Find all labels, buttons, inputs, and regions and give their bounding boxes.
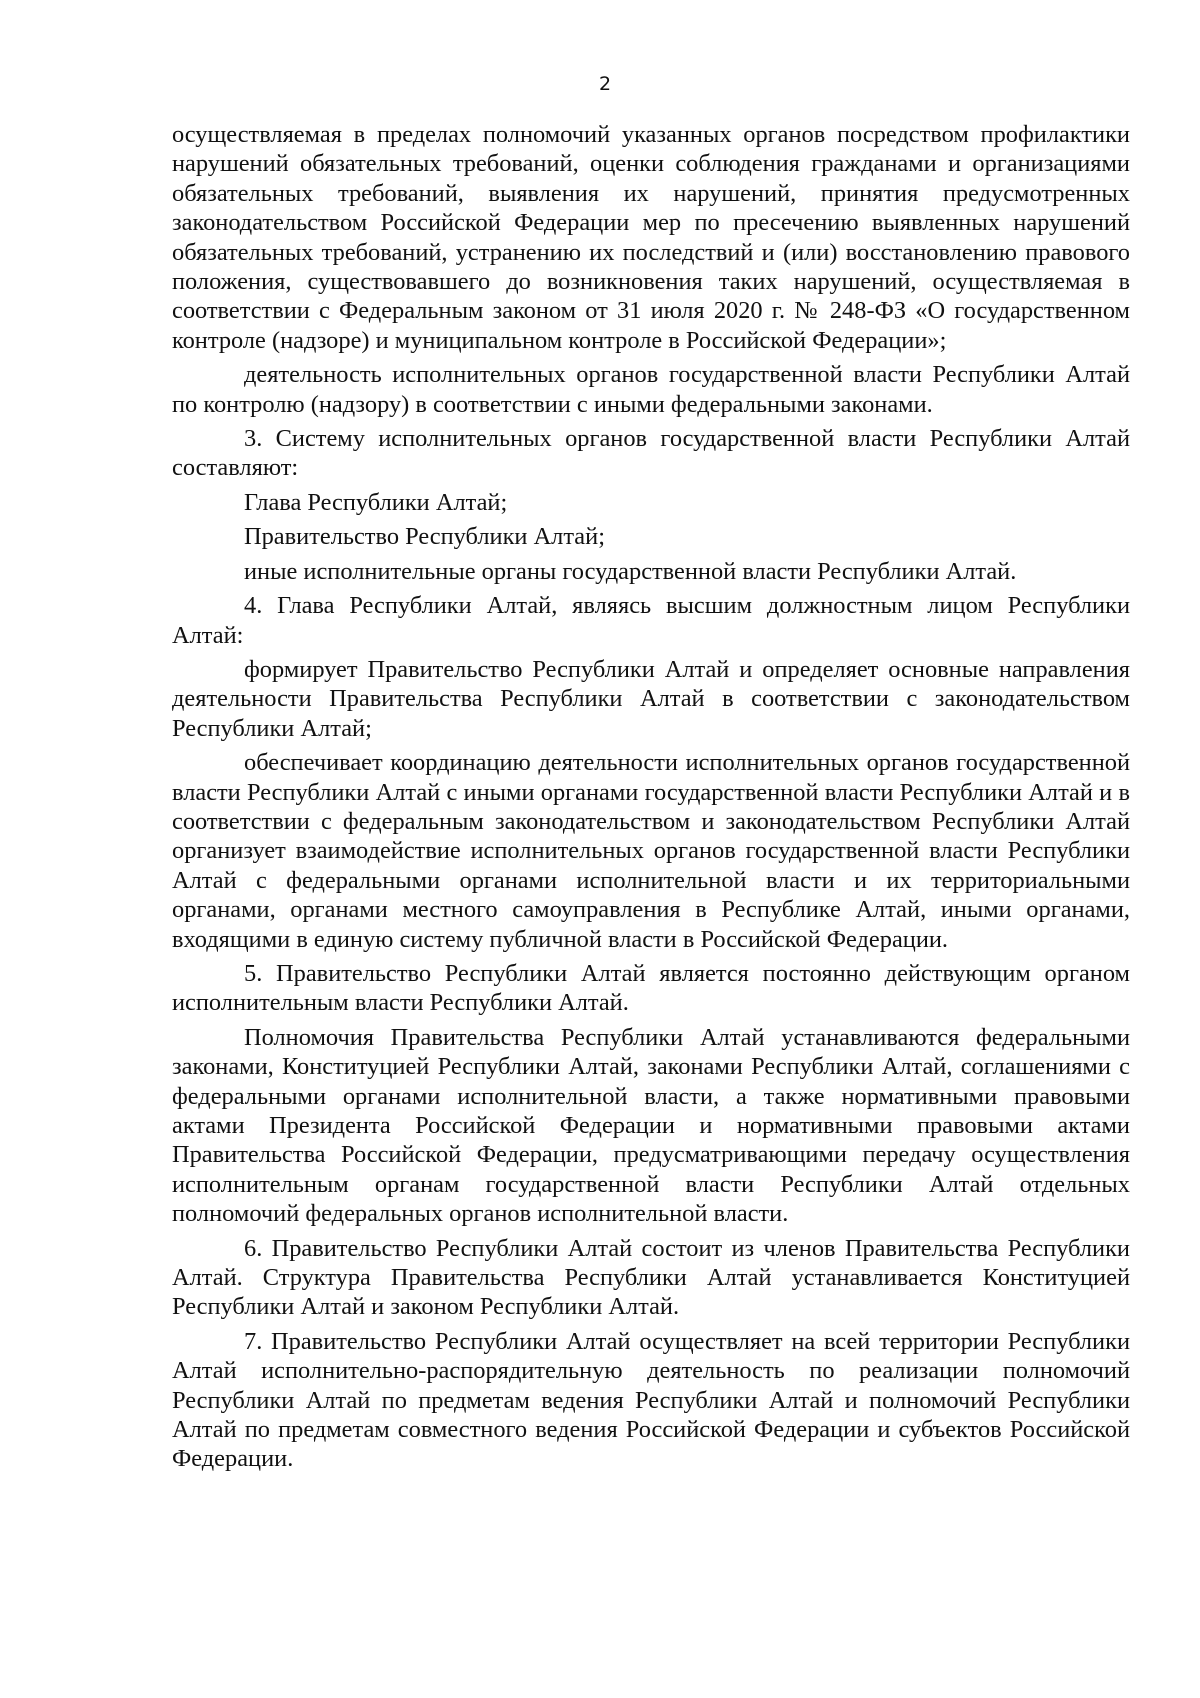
paragraph: формирует Правительство Республики Алтай и определяет основные направления деятельности Правительства Республики Алтай в соответствии с законодательством Республики Алтай; <box>172 655 1130 742</box>
paragraph: деятельность исполнительных органов государственной власти Республики Алтай по контролю (надзору) в соответствии с иными федеральными законами. <box>172 361 1130 418</box>
paragraph-item-3: 3. Систему исполнительных органов государственной власти Республики Алтай составляют: <box>172 425 1130 482</box>
paragraph: обеспечивает координацию деятельности исполнительных органов государственной власти Республики Алтай с иными органами государственной власти Республики Алтай и в соответствии с федеральным законодательством и законодательством Республики Алтай организует взаимодействие исполнительных органов государственной власти Республики Алтай с федеральными органами исполнительной власти и их территориальными органами, органами местного самоуправления в Республике Алтай, иными органами, входящими в единую систему публичной власти в Российской Федерации. <box>172 749 1130 953</box>
paragraph-continued: осуществляемая в пределах полномочий указанных органов посредством профилактики нарушений обязательных требований, оценки соблюдения гражданами и организациями обязательных требований, выявления их нарушений, принятия предусмотренных законодательством Российской Федерации мер по пресечению выявленных нарушений обязательных требований, устранению их последствий и (или) восстановлению правового положения, существовавшего до возникновения таких нарушений, осуществляемая в соответствии с Федеральным законом от 31 июля 2020 г. № 248-ФЗ «О государственном контроле (надзоре) и муниципальном контроле в Российской Федерации»; <box>172 121 1130 354</box>
paragraph: Полномочия Правительства Республики Алтай устанавливаются федеральными законами, Конституцией Республики Алтай, законами Республики Алтай, соглашениями с федеральными органами исполнительной власти, а также нормативными правовыми актами Президента Российской Федерации и нормативными правовыми актами Правительства Российской Федерации, предусматривающими передачу осуществления исполнительным органам государственной власти Республики Алтай отдельных полномочий федеральных органов исполнительной власти. <box>172 1023 1130 1228</box>
page-number: 2 <box>598 73 612 95</box>
list-item: иные исполнительные органы государственной власти Республики Алтай. <box>244 557 1017 585</box>
paragraph-item-4: 4. Глава Республики Алтай, являясь высшим должностным лицом Республики Алтай: <box>172 592 1130 649</box>
paragraph-item-7: 7. Правительство Республики Алтай осуществляет на всей территории Республики Алтай исполнительно-распорядительную деятельность по реализации полномочий Республики Алтай по предметам ведения Республики Алтай и полномочий Республики Алтай по предметам совместного ведения Российской Федерации и субъектов Российской Федерации. <box>172 1327 1130 1473</box>
paragraph-item-5: 5. Правительство Республики Алтай является постоянно действующим органом исполнительным власти Республики Алтай. <box>172 959 1130 1017</box>
paragraph-item-6: 6. Правительство Республики Алтай состоит из членов Правительства Республики Алтай. Структура Правительства Республики Алтай устанавливается Конституцией Республики Алтай и законом Республики Алтай. <box>172 1234 1130 1321</box>
document-body <box>172 120 1130 1479</box>
list-item: Глава Республики Алтай; <box>244 488 508 516</box>
list-item: Правительство Республики Алтай; <box>244 523 605 551</box>
